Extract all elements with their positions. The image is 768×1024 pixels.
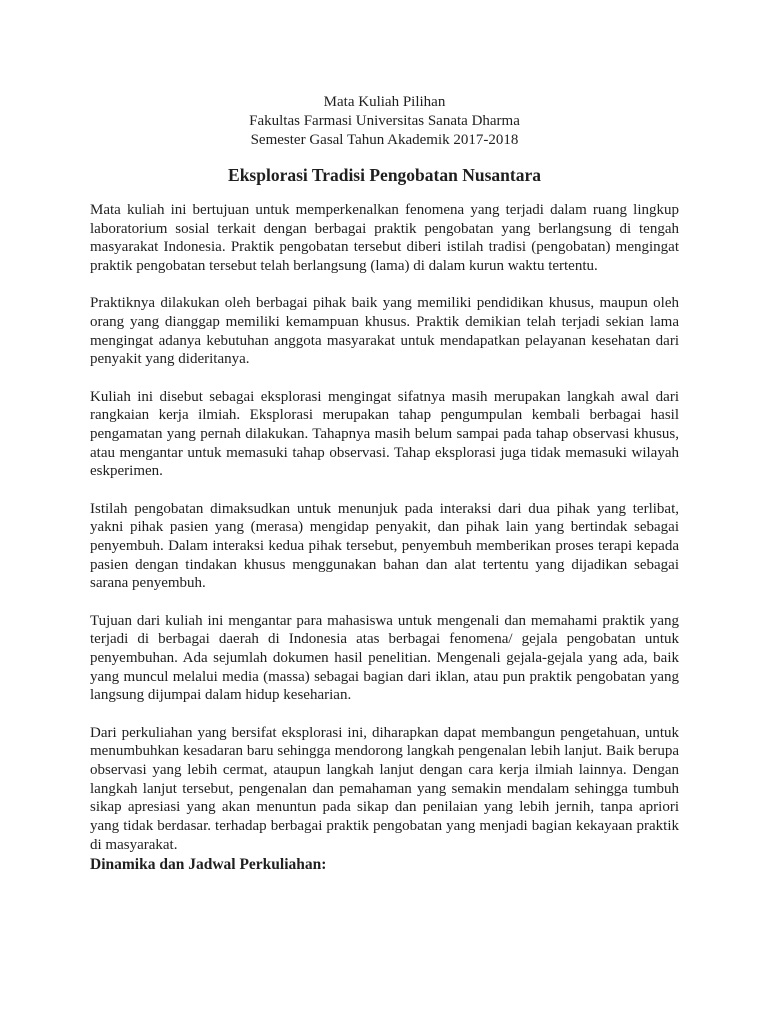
paragraph-outcomes: Dari perkuliahan yang bersifat eksplorasi ini, diharapkan dapat membangun pengetahuan, untuk menumbuhkan kesadaran baru sehingga mendorong langkah pengenalan lebih lanjut. Baik berupa observasi yang lebih cermat, ataupun langkah lanjut dengan cara kerja ilmiah lainnya. Dengan langkah lanjut tersebut, pengenalan dan pemahaman yang semakin mendalam sehingga tumbuh sikap apresiasi yang akan menuntun pada sikap dan penilaian yang lebih jernih, tanpa apriori yang tidak berdasar. terhadap berbagai praktik pengobatan yang menjadi bagian kekayaan praktik di masyarakat. [90,724,679,853]
paragraph-treatment-definition: Istilah pengobatan dimaksudkan untuk menunjuk pada interaksi dari dua pihak yang terlibat, yakni pihak pasien yang (merasa) mengidap penyakit, dan pihak lain yang bertindak sebagai penyembuh. Dalam interaksi kedua pihak tersebut, penyembuh memberikan proses terapi kepada pasien dengan tindakan khusus menggunakan bahan dan alat tertentu yang dijadikan sebagai sarana penyembuh. [90,500,679,592]
course-type-line: Mata Kuliah Pilihan [323,94,446,110]
course-header [90,93,679,150]
document-title: Eksplorasi Tradisi Pengobatan Nusantara [228,165,541,185]
paragraph-introduction: Mata kuliah ini bertujuan untuk memperkenalkan fenomena yang terjadi dalam ruang lingkup laboratorium sosial terkait dengan berbagai praktik pengobatan yang berlangsung di tengah masyarakat Indonesia. Praktik pengobatan tersebut diberi istilah tradisi (pengobatan) mengingat praktik pengobatan tersebut telah berlangsung (lama) di dalam kurun waktu tertentu. [90,202,679,275]
faculty-line: Fakultas Farmasi Universitas Sanata Dharma [249,113,520,129]
semester-line: Semester Gasal Tahun Akademik 2017-2018 [250,132,519,148]
paragraph-practice: Praktiknya dilakukan oleh berbagai pihak baik yang memiliki pendidikan khusus, maupun oleh orang yang dianggap memiliki kemampuan khusus. Praktik demikian telah terjadi sekian lama mengingat adanya kebutuhan anggota masyarakat untuk mendapatkan pelayanan kesehatan dari penyakit yang dideritanya. [90,295,679,368]
section-heading-schedule: Dinamika dan Jadwal Perkuliahan: [90,856,327,874]
paragraph-objectives: Tujuan dari kuliah ini mengantar para mahasiswa untuk mengenali dan memahami praktik yang terjadi di berbagai daerah di Indonesia atas berbagai fenomena/ gejala pengobatan untuk penyembuhan. Ada sejumlah dokumen hasil penelitian. Mengenali gejala-gejala yang ada, baik yang muncul melalui media (massa) sebagai bagian dari iklan, atau pun praktik pengobatan yang langsung dijumpai dalam hidup keseharian. [90,612,679,704]
paragraph-exploration: Kuliah ini disebut sebagai eksplorasi mengingat sifatnya masih merupakan langkah awal dari rangkaian kerja ilmiah. Eksplorasi merupakan tahap pengumpulan kembali berbagai hasil pengamatan yang pernah dilakukan. Tahapnya masih belum sampai pada tahap observasi khusus, atau mengantar untuk memasuki tahap observasi. Tahap eksplorasi juga tidak memasuki wilayah eskperimen. [90,388,679,480]
document-page [90,93,679,874]
